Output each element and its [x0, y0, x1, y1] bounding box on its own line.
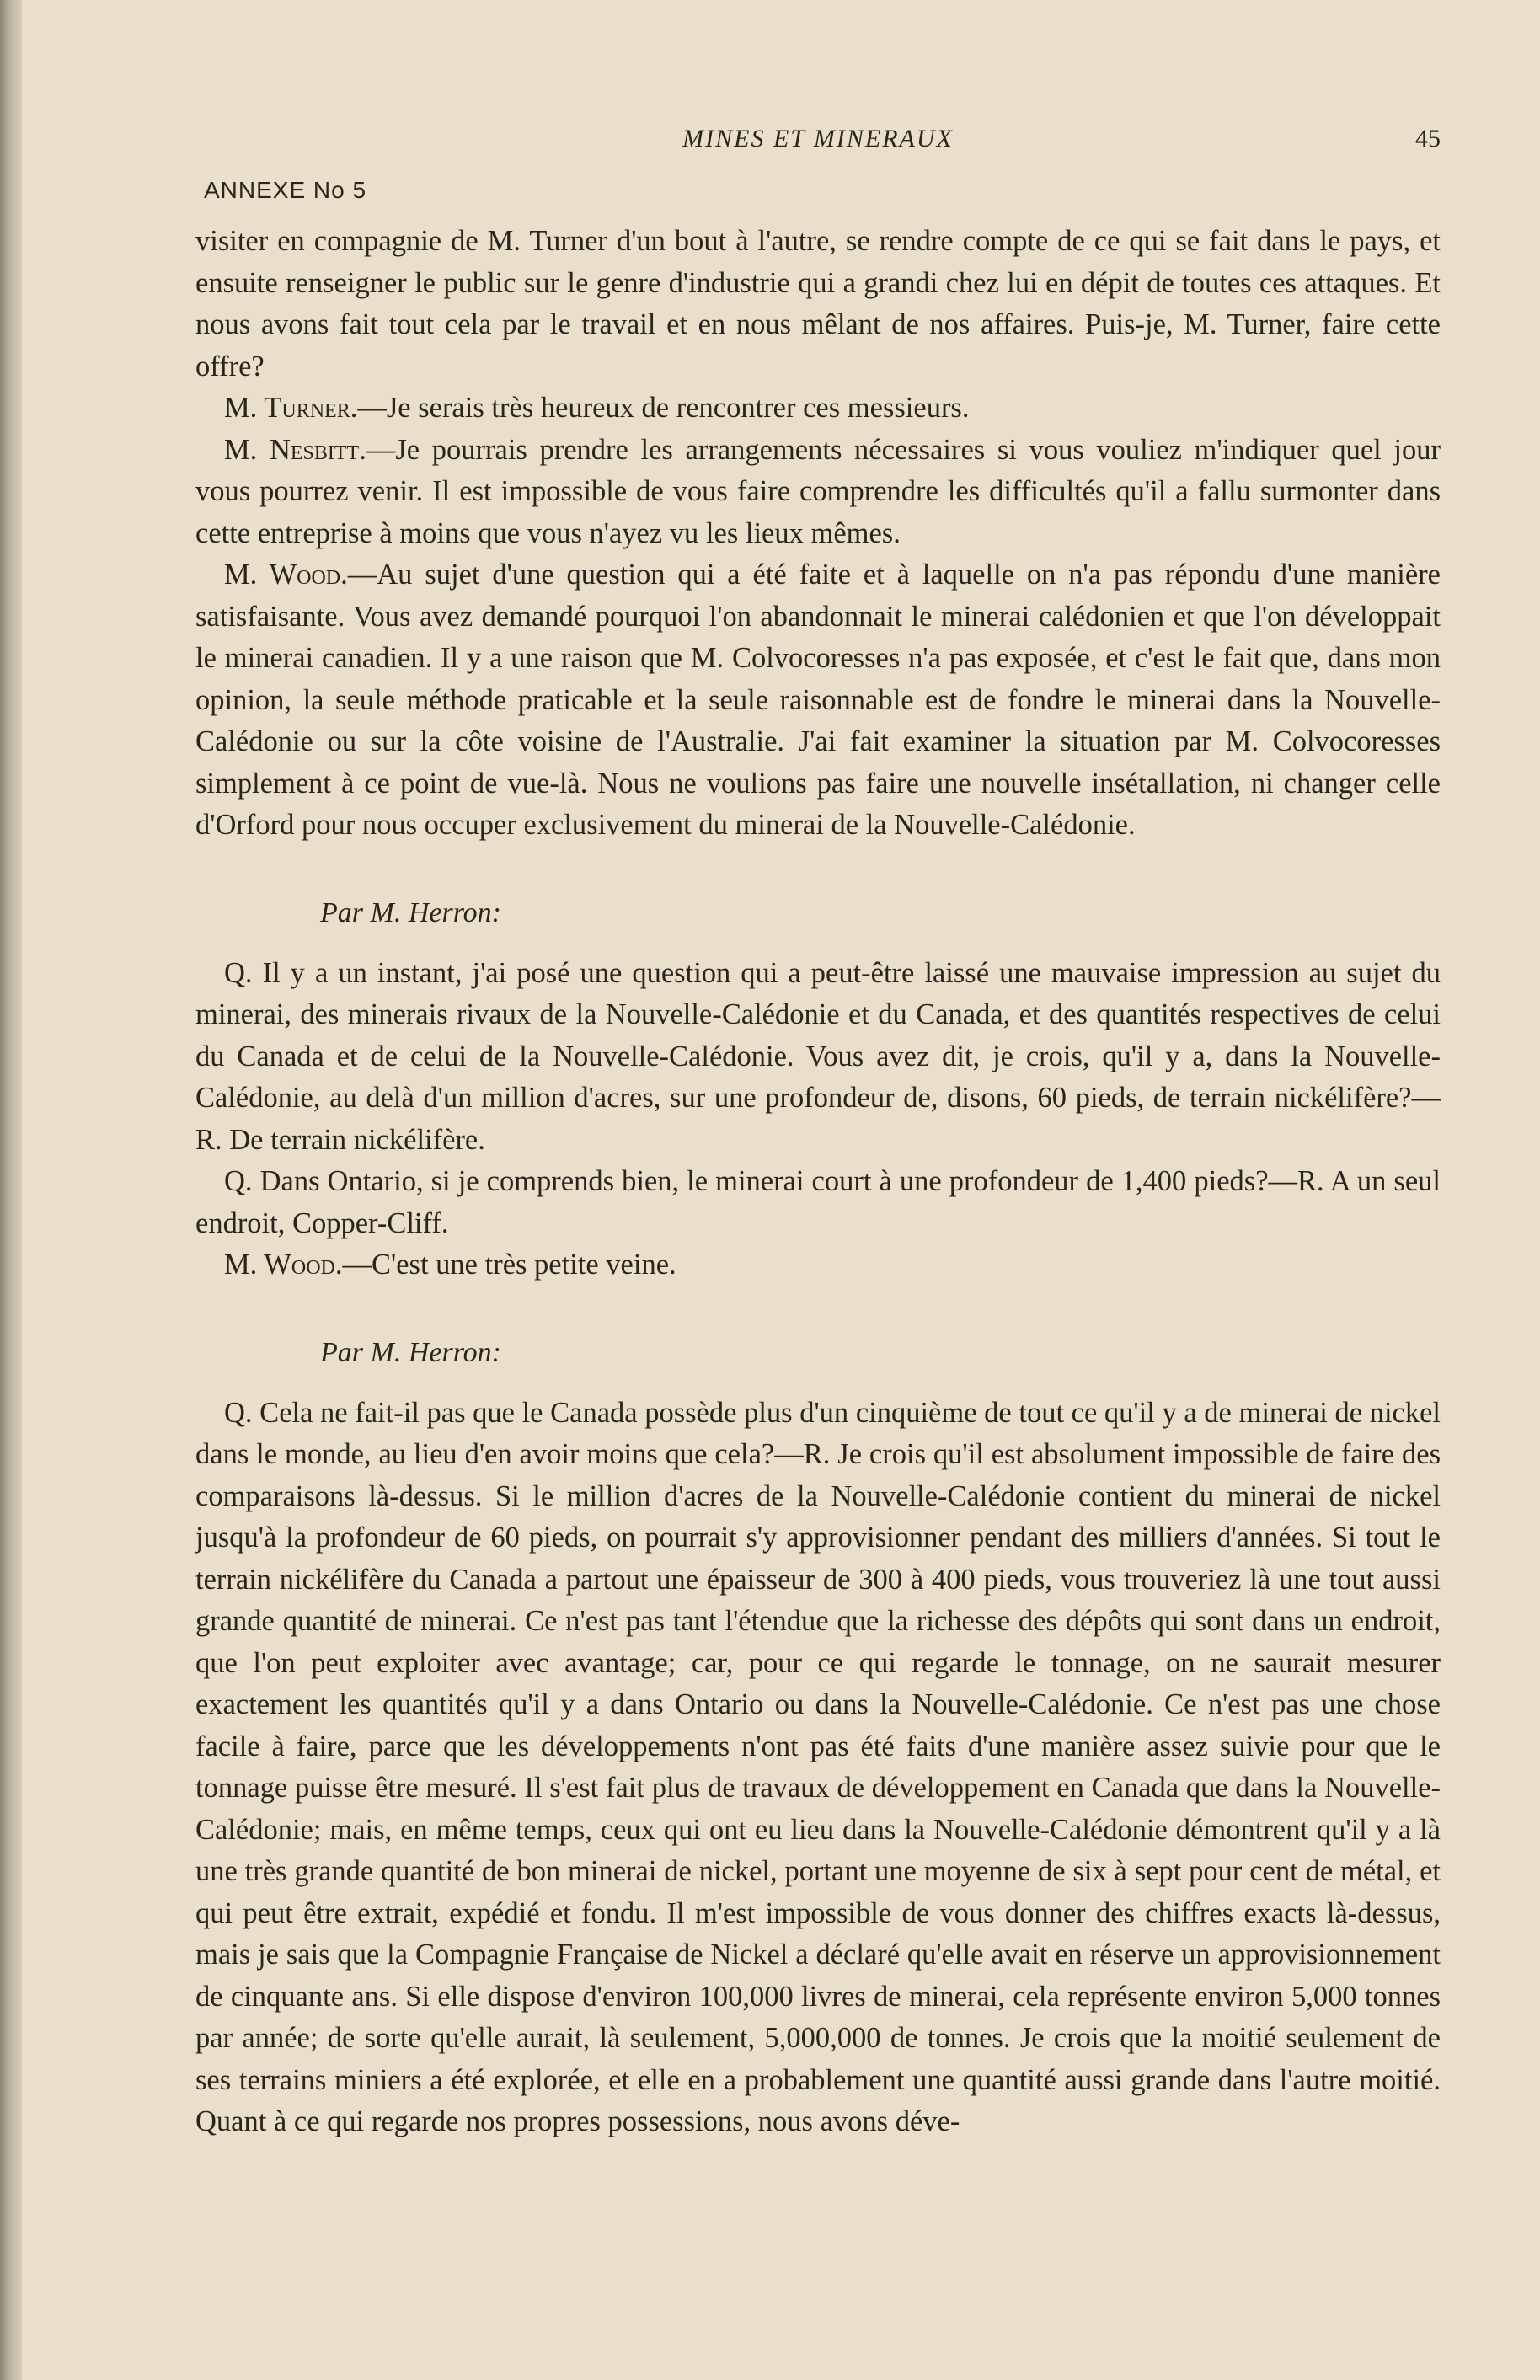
paragraph-text: —Au sujet d'une question qui a été faite et à laquelle on n'a pas répondu d'une manière satisfaisante. Vous avez demandé pourquoi l'on abandonnait le minerai calédonien et que l'on développait le minerai canadien. Il y a une raison que M. Colvocoresses n'a pas exposée, et c'est le fait que, dans mon opinion, la seule méthode praticable et la seule raisonnable est de fondre le minerai dans la Nouvelle-Calédonie ou sur la côte voisine de l'Australie. J'ai fait examiner la situation par M. Colvocoresses simplement à ce point de vue-là. Nous ne voulions pas faire une nouvelle insétallation, ni changer celle d'Orford pour nous occuper exclusivement du minerai de la Nouvelle-Calédonie. [195, 559, 1441, 841]
section-heading-2: Par M. Herron: [320, 1336, 501, 1368]
paragraph [195, 953, 1441, 1162]
speaker-name: M. Nesbitt. [224, 433, 366, 466]
paragraph [195, 388, 1441, 430]
section-heading-1: Par M. Herron: [320, 896, 501, 928]
paragraph [195, 554, 1441, 847]
paragraph-text: Q. Cela ne fait-il pas que le Canada possède plus d'un cinquième de tout ce qu'il y a de minerai de nickel dans le monde, au lieu d'en avoir moins que cela?—R. Je crois qu'il est absolument impossible de faire des comparaisons là-dessus. Si le million d'acres de la Nouvelle-Calédonie contient du minerai de nickel jusqu'à la profondeur de 60 pieds, on pourrait s'y approvisionner pendant des milliers d'années. Si tout le terrain nickélifère du Canada a partout une épaisseur de 300 à 400 pieds, vous trouveriez là une tout aussi grande quantité de minerai. Ce n'est pas tant l'étendue que la richesse des dépôts qui sont dans un endroit, que l'on peut exploiter avec avantage; car, pour ce qui regarde le tonnage, on ne saurait mesurer exactement les quantités qu'il y a dans Ontario ou dans la Nouvelle-Calédonie. Ce n'est pas une chose facile à faire, parce que les développements n'ont pas été faits d'une manière assez suivie pour que le tonnage puisse être mesuré. Il s'est fait plus de travaux de développement en Canada que dans la Nouvelle-Calédonie; mais, en même temps, ceux qui ont eu lieu dans la Nouvelle-Calédonie démontrent qu'il y a là une très grande quantité de bon minerai de nickel, portant une moyenne de six à sept pour cent de métal, et qui peut être extrait, expédié et fondu. Il m'est impossible de vous donner des chiffres exacts là-dessus, mais je sais que la Compagnie Française de Nickel a déclaré qu'elle avait en réserve un approvisionnement de cinquante ans. Si elle dispose d'environ 100,000 livres de minerai, cela représente environ 5,000 tonnes par année; de sorte qu'elle aurait, là seulement, 5,000,000 de tonnes. Je crois que la moitié seulement de ses terrains miniers a été explorée, et elle en a probablement une quantité aussi grande dans l'autre moitié. Quant à ce qui regarde nos propres possessions, nous avons déve- [195, 1396, 1441, 2137]
book-binding-edge [0, 0, 22, 2380]
text-block-1 [195, 221, 1441, 847]
paragraph-text: —Je serais très heureux de rencontrer ces messieurs. [357, 392, 970, 424]
paragraph [195, 221, 1441, 388]
paragraph-text: Q. Il y a un instant, j'ai posé une question qui a peut-être laissé une mauvaise impression au sujet du minerai, des minerais rivaux de la Nouvelle-Calédonie et du Canada, et des quantités respectives de celui du Canada et de celui de la Nouvelle-Calédonie. Vous avez dit, je crois, qu'il y a, dans la Nouvelle-Calédonie, au delà d'un million d'acres, sur une profondeur de, disons, 60 pieds, de terrain nickélifère?—R. De terrain nickélifère. [195, 956, 1441, 1156]
document-page [195, 116, 1441, 2143]
paragraph [195, 1161, 1441, 1244]
page-number: 45 [1415, 125, 1441, 152]
running-title: MINES ET MINERAUX [682, 125, 954, 152]
paragraph-text: —C'est une très petite veine. [342, 1249, 676, 1281]
running-header [195, 116, 1441, 158]
paragraph [195, 1393, 1441, 2143]
speaker-name: M. Wood. [224, 1249, 343, 1281]
paragraph [195, 1244, 1441, 1286]
paragraph-text: —Je pourrais prendre les arrangements nécessaires si vous vouliez m'indiquer quel jour vous pourrez venir. Il est impossible de vous faire comprendre les difficultés qu'il a fallu surmonter dans cette entreprise à moins que vous n'ayez vu les lieux mêmes. [195, 433, 1441, 549]
paragraph [195, 430, 1441, 555]
text-block-2 [195, 953, 1441, 1286]
text-block-3 [195, 1393, 1441, 2143]
paragraph-text: Q. Dans Ontario, si je comprends bien, le minerai court à une profondeur de 1,400 pieds?—R. A un seul endroit, Copper-Cliff. [195, 1165, 1441, 1239]
paragraph-text: visiter en compagnie de M. Turner d'un bout à l'autre, se rendre compte de ce qui se fait dans le pays, et ensuite renseigner le public sur le genre d'industrie qui a grandi chez lui en dépit de toutes ces attaques. Et nous avons fait tout cela par le travail et en nous mêlant de nos affaires. Puis-je, M. Turner, faire cette offre? [195, 225, 1441, 382]
speaker-name: M. Turner. [224, 392, 358, 424]
annex-label: ANNEXE No 5 [204, 177, 367, 203]
speaker-name: M. Wood. [224, 559, 348, 591]
